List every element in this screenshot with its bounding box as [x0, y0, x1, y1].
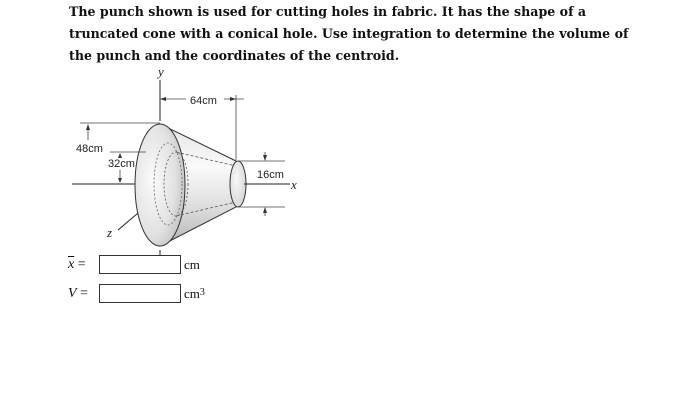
volume-unit: [184, 286, 205, 302]
xbar-label: [68, 257, 98, 273]
length-dimension: 64cm: [190, 95, 217, 107]
volume-symbol: V: [68, 286, 77, 301]
xbar-unit: cm: [184, 257, 200, 272]
problem-statement: The punch shown is used for cutting holes in fabric. It has the shape of a truncated cone with a conical hole. Use integration to determine the volume of the punch and the coordinates of the centroid.: [69, 4, 629, 63]
y-axis-label: y: [158, 64, 164, 79]
volume-unit-exponent: 3: [199, 287, 205, 298]
volume-equals: =: [80, 286, 88, 301]
volume-input[interactable]: [99, 284, 181, 303]
x-axis-label: x: [291, 177, 297, 192]
xbar-equals: =: [77, 257, 86, 272]
outer-diameter-dimension: 48cm: [76, 143, 103, 155]
z-axis-label: z: [107, 225, 113, 240]
xbar-input[interactable]: [99, 255, 181, 274]
cone-tip: [230, 161, 246, 207]
volume-unit-base: cm: [184, 286, 200, 301]
volume-label: [68, 286, 98, 302]
cone-base: [135, 124, 185, 246]
xbar-symbol: $\overline{x}$: [68, 257, 75, 272]
tip-diameter-dimension: 16cm: [257, 169, 284, 181]
hole-diameter-dimension: 32cm: [108, 158, 135, 170]
